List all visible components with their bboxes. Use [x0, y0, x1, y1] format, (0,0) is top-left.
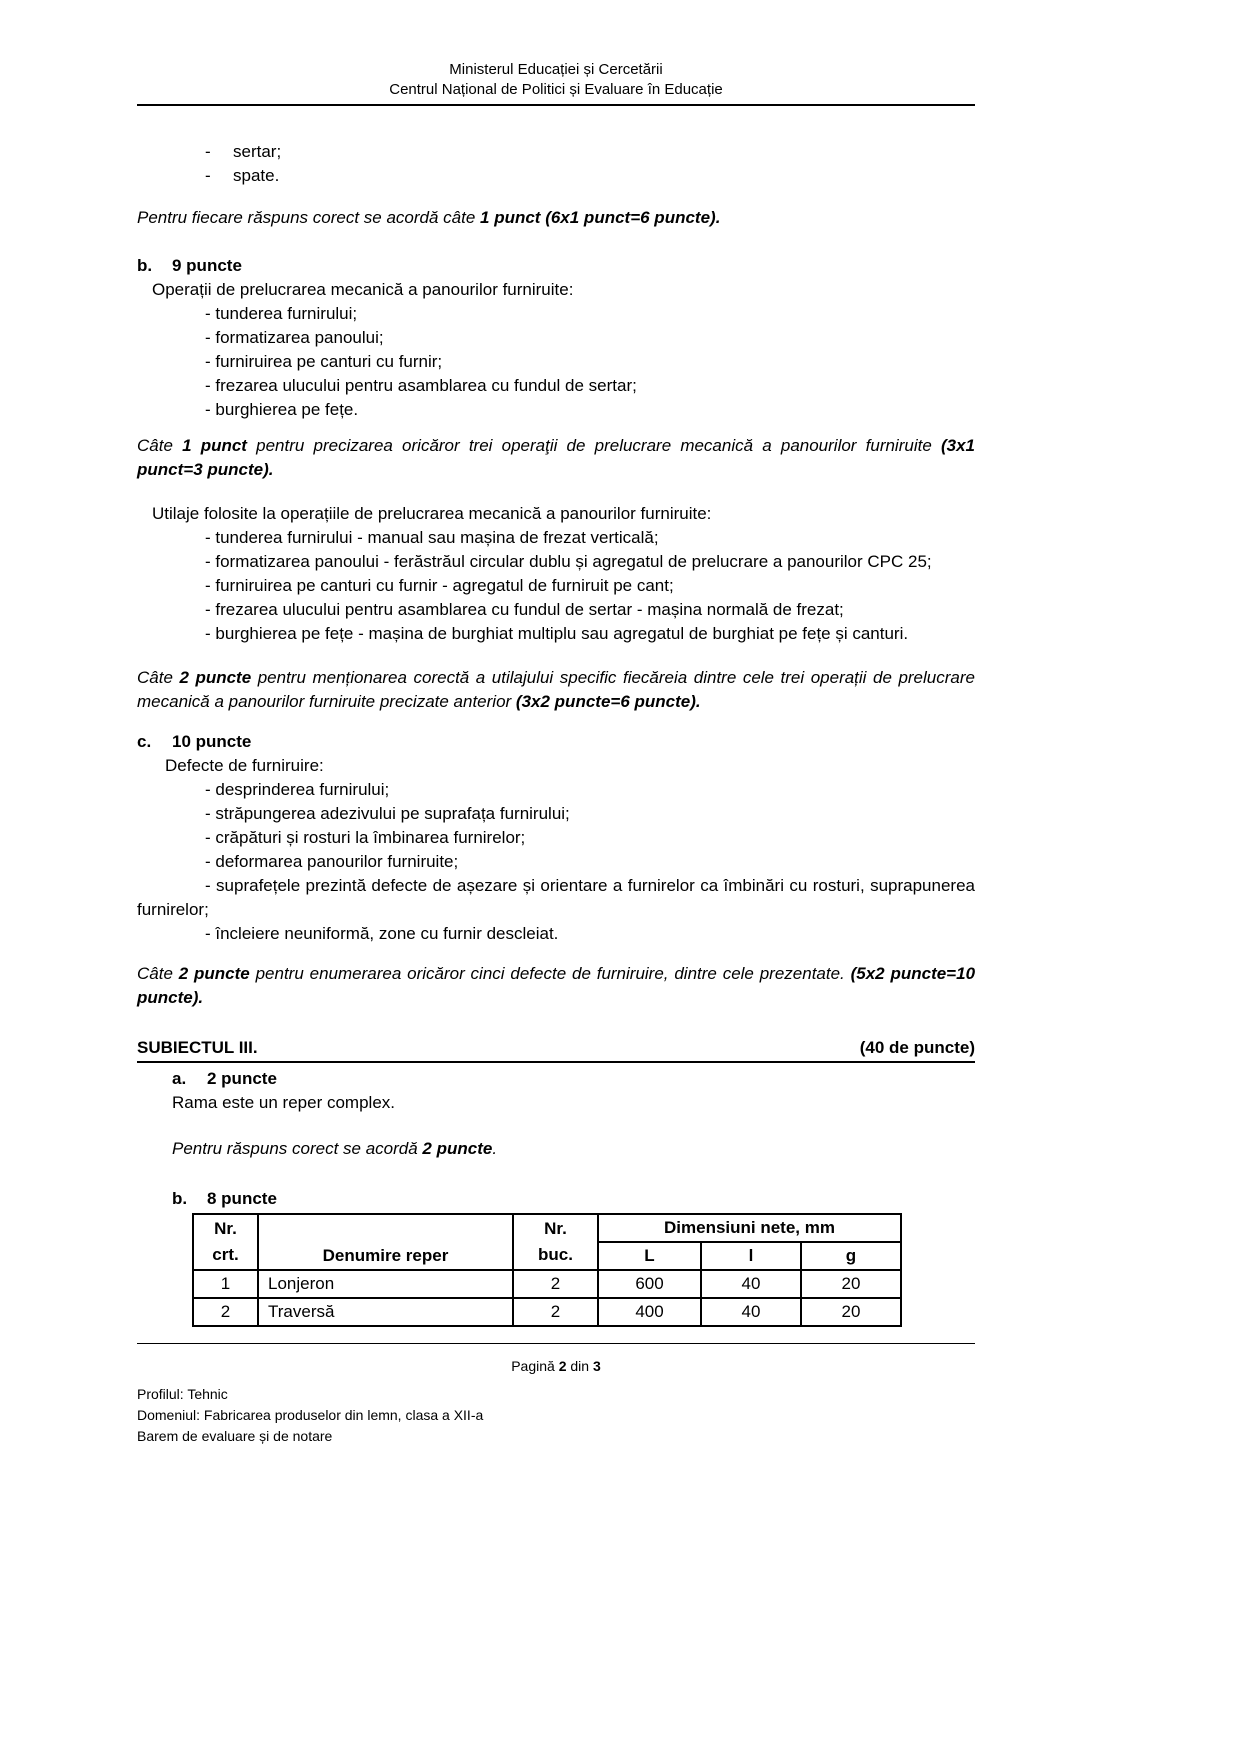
note-text: Câte: [137, 436, 183, 455]
list-item: - străpungerea adezivului pe suprafața furnirului;: [205, 804, 570, 823]
page-number-text: din: [566, 1358, 593, 1374]
parts-table: [192, 1213, 902, 1327]
page-number: [137, 1356, 975, 1376]
subject-3-heading: [137, 1036, 975, 1063]
list-item: [205, 140, 975, 164]
page-number-current: 2: [558, 1358, 567, 1374]
cell-l: 40: [701, 1270, 801, 1298]
score-note-intro: [137, 206, 975, 230]
cell-nr: 1: [193, 1270, 258, 1298]
table-header-row-1: [193, 1214, 901, 1242]
section-b-operations: [205, 302, 975, 422]
document-header: [137, 60, 975, 106]
list-item: - deformarea panourilor furniruite;: [205, 852, 459, 871]
col-header-dimensiuni: Dimensiuni nete, mm: [598, 1214, 901, 1242]
note-text: pentru enumerarea oricăror cinci defecte de furniruire, dintre cele prezentate.: [249, 964, 851, 983]
col-header-nr-crt: [193, 1214, 258, 1270]
table-row: [193, 1270, 901, 1298]
note-text: Pentru răspuns corect se acordă: [172, 1139, 423, 1158]
col-header-text: Nr.: [544, 1219, 567, 1238]
subject-3-a-answer: Rama este un reper complex.: [172, 1093, 395, 1112]
note-text: pentru precizarea oricăror trei operaţii de prelucrare mecanică a panourilor furniruite: [246, 436, 941, 455]
list-item: - burghierea pe fețe.: [205, 400, 359, 419]
note-text: Câte: [137, 964, 179, 983]
list-item: - formatizarea panoului;: [205, 328, 384, 347]
header-rule: [137, 104, 975, 106]
cell-g: 20: [801, 1270, 901, 1298]
footer-doc-type: Barem de evaluare și de notare: [137, 1428, 333, 1444]
col-header-g: g: [801, 1242, 901, 1270]
cell-nr: 2: [193, 1298, 258, 1326]
note-bold: (5x2 puncte=10 puncte).: [137, 964, 976, 1007]
list-item: - tunderea furnirului;: [205, 304, 358, 323]
col-header-text: crt.: [212, 1245, 239, 1264]
cell-l: 40: [701, 1298, 801, 1326]
list-item: - burghierea pe fețe - mașina de burghiat multiplu sau agregatul de burghiat pe fețe și canturi.: [205, 624, 909, 643]
cell-denumire: Lonjeron: [258, 1270, 513, 1298]
intro-dash-list: [205, 140, 975, 188]
list-item: - frezarea ulucului pentru asamblarea cu fundul de sertar - mașina normală de frezat;: [205, 600, 844, 619]
note-bold: 2 puncte: [178, 964, 250, 983]
note-bold: (3x1 punct=3 puncte).: [137, 436, 975, 479]
section-letter: b.: [137, 256, 153, 275]
list-item-text: sertar;: [233, 142, 282, 161]
note-bold: (6x1 punct=6 puncte).: [545, 208, 721, 227]
section-letter: a.: [172, 1069, 187, 1088]
footer-profile: Profilul: Tehnic: [137, 1386, 228, 1402]
header-line-2: Centrul Național de Politici și Evaluare în Educație: [389, 81, 723, 98]
list-item: - furniruirea pe canturi cu furnir;: [205, 352, 443, 371]
section-points: 8 puncte: [207, 1189, 277, 1208]
cell-g: 20: [801, 1298, 901, 1326]
note-bold: 1 punct: [182, 436, 247, 455]
cell-L: 600: [598, 1270, 701, 1298]
col-header-denumire: Denumire reper: [258, 1214, 513, 1270]
section-b-lead: Operații de prelucrarea mecanică a panourilor furniruite:: [152, 280, 574, 299]
note-text: Pentru fiecare răspuns corect se acordă câte: [137, 208, 481, 227]
dash-marker: -: [205, 142, 211, 161]
list-item: - crăpături și rosturi la îmbinarea furnirelor;: [205, 828, 526, 847]
document-page: [137, 0, 975, 1447]
section-c-defects: [137, 778, 975, 946]
section-letter: c.: [137, 732, 152, 751]
cell-denumire: Traversă: [258, 1298, 513, 1326]
list-item: - încleiere neuniformă, zone cu furnir descleiat.: [205, 924, 559, 943]
score-note-c: [137, 962, 975, 1010]
list-item: - furniruirea pe canturi cu furnir - agregatul de furniruit pe cant;: [205, 576, 674, 595]
list-item-text: spate.: [233, 166, 280, 185]
section-c-heading: [137, 730, 975, 754]
section-b-lead2: Utilaje folosite la operațiile de prelucrarea mecanică a panourilor furniruite:: [152, 504, 712, 523]
section-c-lead: Defecte de furniruire:: [165, 756, 324, 775]
page-number-text: Pagină: [511, 1358, 559, 1374]
note-bold: 2 puncte: [179, 668, 252, 687]
note-text: pentru menționarea corectă a utilajului specific fiecăreia dintre cele trei operații de prelucrare mecanică a panourilor furniruite precizate anterior: [137, 668, 975, 711]
score-note-a: [172, 1137, 975, 1161]
dash-marker: -: [205, 166, 211, 185]
section-b-heading: [137, 254, 975, 278]
note-text: Câte: [137, 668, 180, 687]
footer-info: [137, 1384, 975, 1447]
page-number-total: 3: [592, 1358, 601, 1374]
list-item: - frezarea ulucului pentru asamblarea cu fundul de sertar;: [205, 376, 637, 395]
list-item: - desprinderea furnirului;: [205, 780, 390, 799]
subject-3-points: (40 de puncte): [859, 1038, 975, 1057]
note-bold: 1 punct: [480, 208, 546, 227]
section-b-machines: [137, 526, 975, 646]
cell-buc: 2: [513, 1298, 598, 1326]
section-points: 9 puncte: [172, 256, 242, 275]
section-points: 2 puncte: [207, 1069, 277, 1088]
subject-3-title: SUBIECTUL III.: [137, 1038, 258, 1057]
subject-3-b-heading: [172, 1187, 975, 1211]
col-header-text: buc.: [538, 1245, 573, 1264]
footer-rule: [137, 1343, 975, 1344]
subject-3-a-heading: [172, 1067, 975, 1091]
list-item: - suprafețele prezintă defecte de așezare și orientare a furnirelor ca îmbinări cu rosturi, suprapunerea furnirelor;: [137, 876, 975, 919]
list-item: - formatizarea panoului - ferăstrăul circular dublu și agregatul de prelucrare a panourilor CPC 25;: [205, 552, 932, 571]
list-item: - tunderea furnirului - manual sau mașina de frezat verticală;: [205, 528, 659, 547]
note-bold: 2 puncte: [422, 1139, 493, 1158]
cell-L: 400: [598, 1298, 701, 1326]
header-line-1: Ministerul Educației și Cercetării: [449, 61, 663, 78]
col-header-L: L: [598, 1242, 701, 1270]
col-header-text: Nr.: [214, 1219, 237, 1238]
note-text: .: [492, 1139, 498, 1158]
footer-domain: Domeniul: Fabricarea produselor din lemn, clasa a XII-a: [137, 1407, 484, 1423]
section-letter: b.: [172, 1189, 188, 1208]
score-note-b1: [137, 434, 975, 482]
cell-buc: 2: [513, 1270, 598, 1298]
table-row: [193, 1298, 901, 1326]
list-item: [205, 164, 975, 188]
score-note-b2: [137, 666, 975, 714]
note-bold: (3x2 puncte=6 puncte).: [515, 692, 701, 711]
section-points: 10 puncte: [172, 732, 252, 751]
col-header-l: l: [701, 1242, 801, 1270]
col-header-nr-buc: [513, 1214, 598, 1270]
